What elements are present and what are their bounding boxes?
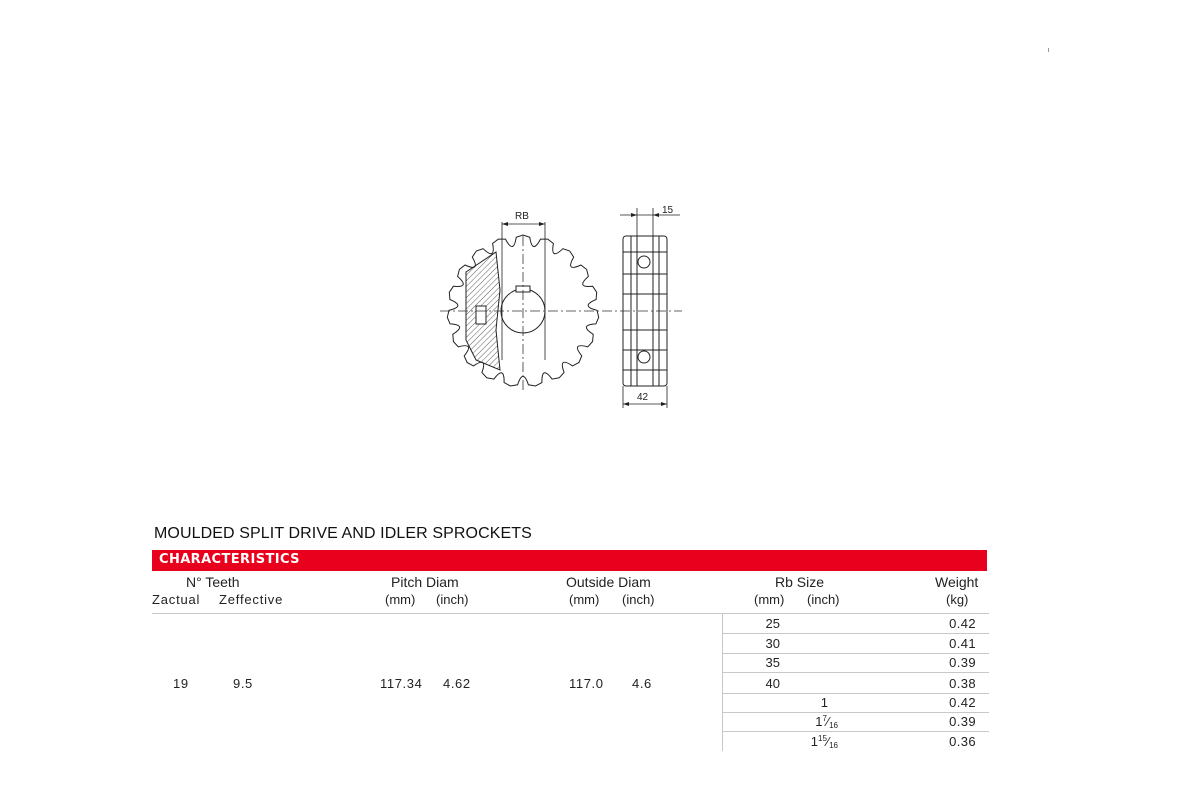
value-outside-inch: 4.6 (632, 676, 652, 691)
weight-row: 0.42 (949, 616, 976, 631)
header-zactual: Zactual (152, 592, 201, 607)
header-rb-size: Rb Size (775, 574, 825, 590)
weight-row: 0.42 (949, 695, 976, 710)
page-mark (1048, 48, 1049, 52)
rb-row-mm: 40 (765, 676, 780, 691)
header-zeffective: Zeffective (219, 592, 284, 607)
sprocket-drawing (430, 200, 690, 410)
header-rb-mm: (mm) (754, 592, 785, 607)
value-outside-mm: 117.0 (569, 676, 604, 691)
page-title: MOULDED SPLIT DRIVE AND IDLER SPROCKETS (154, 525, 532, 542)
rb-row-mm: 30 (765, 636, 780, 651)
weight-row: 0.39 (949, 714, 976, 729)
rb-row-inch: 1 (820, 695, 828, 710)
header-pitch-diam: Pitch Diam (391, 574, 459, 590)
row-divider (722, 653, 989, 654)
rb-row-mm: 35 (765, 655, 780, 670)
rb-row-inch-fraction: $1^7⁄_{16}$ (815, 714, 838, 730)
value-z-effective: 9.5 (233, 676, 253, 691)
value-z-actual: 19 (173, 676, 189, 691)
header-outside-inch: (inch) (622, 592, 655, 607)
header-weight-kg: (kg) (946, 592, 969, 607)
header-rb-inch: (inch) (807, 592, 840, 607)
value-pitch-mm: 117.34 (380, 676, 423, 691)
row-divider (722, 633, 989, 634)
characteristics-banner (152, 550, 987, 571)
rb-row-inch-fraction: $1^{15}⁄_{16}$ (810, 734, 838, 750)
header-teeth: N° Teeth (186, 574, 240, 590)
header-pitch-mm: (mm) (385, 592, 416, 607)
rb-dimension-label: RB (515, 211, 529, 222)
weight-row: 0.38 (949, 676, 976, 691)
row-divider (722, 693, 989, 694)
width-42-label: 42 (637, 392, 649, 403)
value-pitch-inch: 4.62 (443, 676, 471, 691)
header-weight: Weight (935, 574, 979, 590)
row-divider (722, 712, 989, 713)
header-outside-diam: Outside Diam (566, 574, 651, 590)
row-divider (722, 672, 989, 673)
rb-row-mm: 25 (765, 616, 780, 631)
banner-label: CHARACTERISTICS (159, 552, 300, 567)
split-bolt-slot (476, 306, 486, 324)
header-outside-mm: (mm) (569, 592, 600, 607)
row-divider (722, 731, 989, 732)
header-pitch-inch: (inch) (436, 592, 469, 607)
weight-row: 0.41 (949, 636, 976, 651)
width-15-label: 15 (662, 205, 674, 216)
weight-row: 0.39 (949, 655, 976, 670)
header-divider (152, 613, 989, 614)
rb-column-divider (722, 613, 723, 751)
weight-row: 0.36 (949, 734, 976, 749)
